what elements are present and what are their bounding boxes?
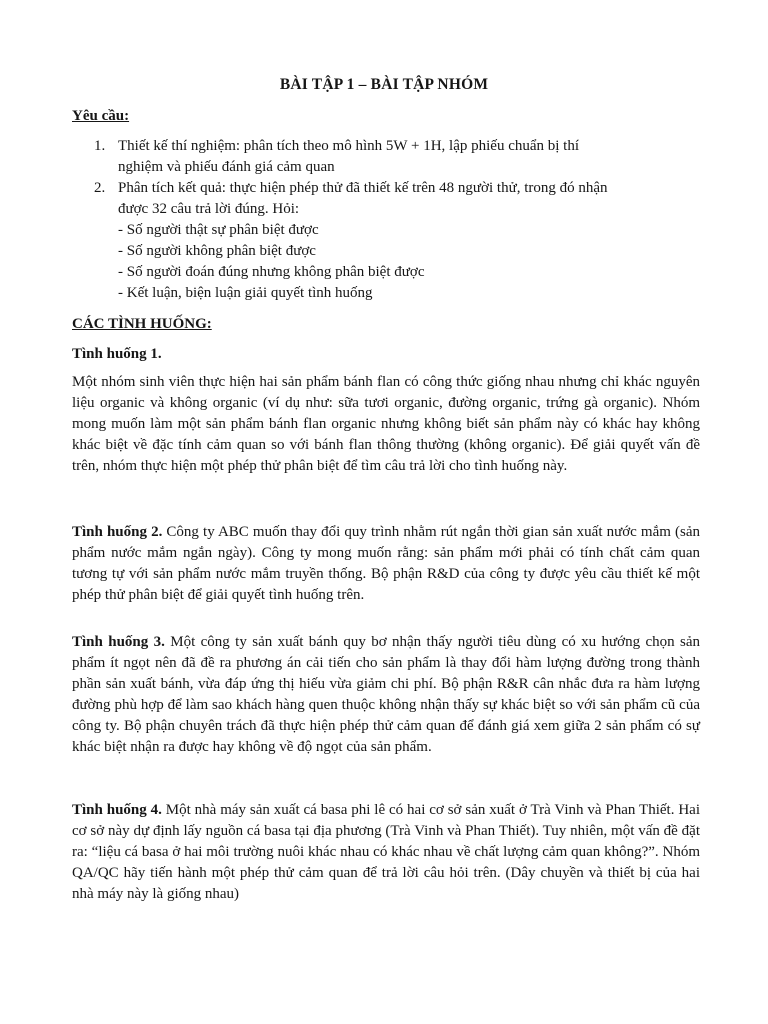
page-title: BÀI TẬP 1 – BÀI TẬP NHÓM [279,76,489,93]
situation-3-paragraph [72,632,700,758]
list-item-line: Phân tích kết quả: thực hiện phép thử đã thiết kế trên 48 người thử, trong đó nhận [118,180,608,196]
list-item-number: 1. [94,138,106,154]
list-item-subline: - Số người không phân biệt được [118,243,316,259]
requirements-list [94,136,634,304]
situation-4-title: Tình huống 4. [72,802,162,818]
list-item-number: 2. [94,180,106,196]
list-item-subline: - Số người thật sự phân biệt được [118,222,319,238]
situation-4-paragraph [72,800,700,905]
list-item-line: được 32 câu trả lời đúng. Hỏi: [118,201,300,217]
situation-1-text: Một nhóm sinh viên thực hiện hai sản phẩm bánh flan có công thức giống nhau nhưng chỉ khác nguyên liệu organic và không organic (ví dụ như: sữa tươi organic, đường organic, trứng gà organic). Nhóm mong muốn làm một sản phẩm bánh flan organic nhưng không biết sản phẩm này có khác hay không khác biệt về đặc tính cảm quan so với bánh flan thông thường (không organic). Để giải quyết vấn đề trên, nhóm thực hiện một phép thử phân biệt để tìm câu trả lời cho tình huống này. [72,374,700,474]
situation-3-text: Một công ty sản xuất bánh quy bơ nhận thấy người tiêu dùng có xu hướng chọn sản phẩm ít ngọt nên đã đề ra phương án cải tiến cho sản phẩm là thay đổi hàm lượng đường trong thành phần sản xuất bánh, vừa đáp ứng thị hiếu vừa giảm chi phí. Bộ phận R&R cân nhắc đưa ra hàm lượng đường phù hợp để làm sao khách hàng quen thuộc không nhận thấy sự khác biệt so với sản phẩm cũ của công ty. Bộ phận chuyên trách đã thực hiện phép thử cảm quan để đánh giá xem giữa 2 sản phẩm có sự khác biệt nhận ra được hay không về độ ngọt của sản phẩm. [72,634,700,755]
list-item [94,136,634,178]
list-item-subline: - Kết luận, biện luận giải quyết tình huống [118,285,373,301]
list-item-subline: - Số người đoán đúng nhưng không phân biệt được [118,264,425,280]
requirements-heading: Yêu cầu: [72,108,130,124]
list-item-line: nghiệm và phiếu đánh giá cảm quan [118,159,335,175]
situation-1-title: Tình huống 1. [72,346,162,362]
situation-2-paragraph [72,522,700,606]
situation-4-text: Một nhà máy sản xuất cá basa phi lê có hai cơ sở sản xuất ở Trà Vinh và Phan Thiết. Hai cơ sở này dự định lấy nguồn cá basa tại địa phương (Trà Vinh và Phan Thiết). Tuy nhiên, một vấn đề đặt ra: “liệu cá basa ở hai môi trường nuôi khác nhau có khác nhau về chất lượng cảm quan không?”. Nhóm QA/QC hãy tiến hành một phép thử cảm quan để trả lời câu hỏi trên. (Dây chuyền và thiết bị của hai nhà máy này là giống nhau) [72,802,700,902]
situation-2-text: Công ty ABC muốn thay đổi quy trình nhằm rút ngắn thời gian sản xuất nước mắm (sản phẩm nước mắm ngắn ngày). Công ty mong muốn rằng: sản phẩm mới phải có tính chất cảm quan tương tự với sản phẩm nước mắm truyền thống. Bộ phận R&D của công ty được yêu cầu thiết kế một phép thử phân biệt để giải quyết tình huống trên. [72,524,700,603]
list-item-line: Thiết kế thí nghiệm: phân tích theo mô hình 5W + 1H, lập phiếu chuẩn bị thí [118,138,580,154]
situation-3-title: Tình huống 3. [72,634,165,650]
list-item [94,178,634,304]
situation-2-title: Tình huống 2. [72,524,163,540]
situations-heading: CÁC TÌNH HUỐNG: [72,316,212,332]
